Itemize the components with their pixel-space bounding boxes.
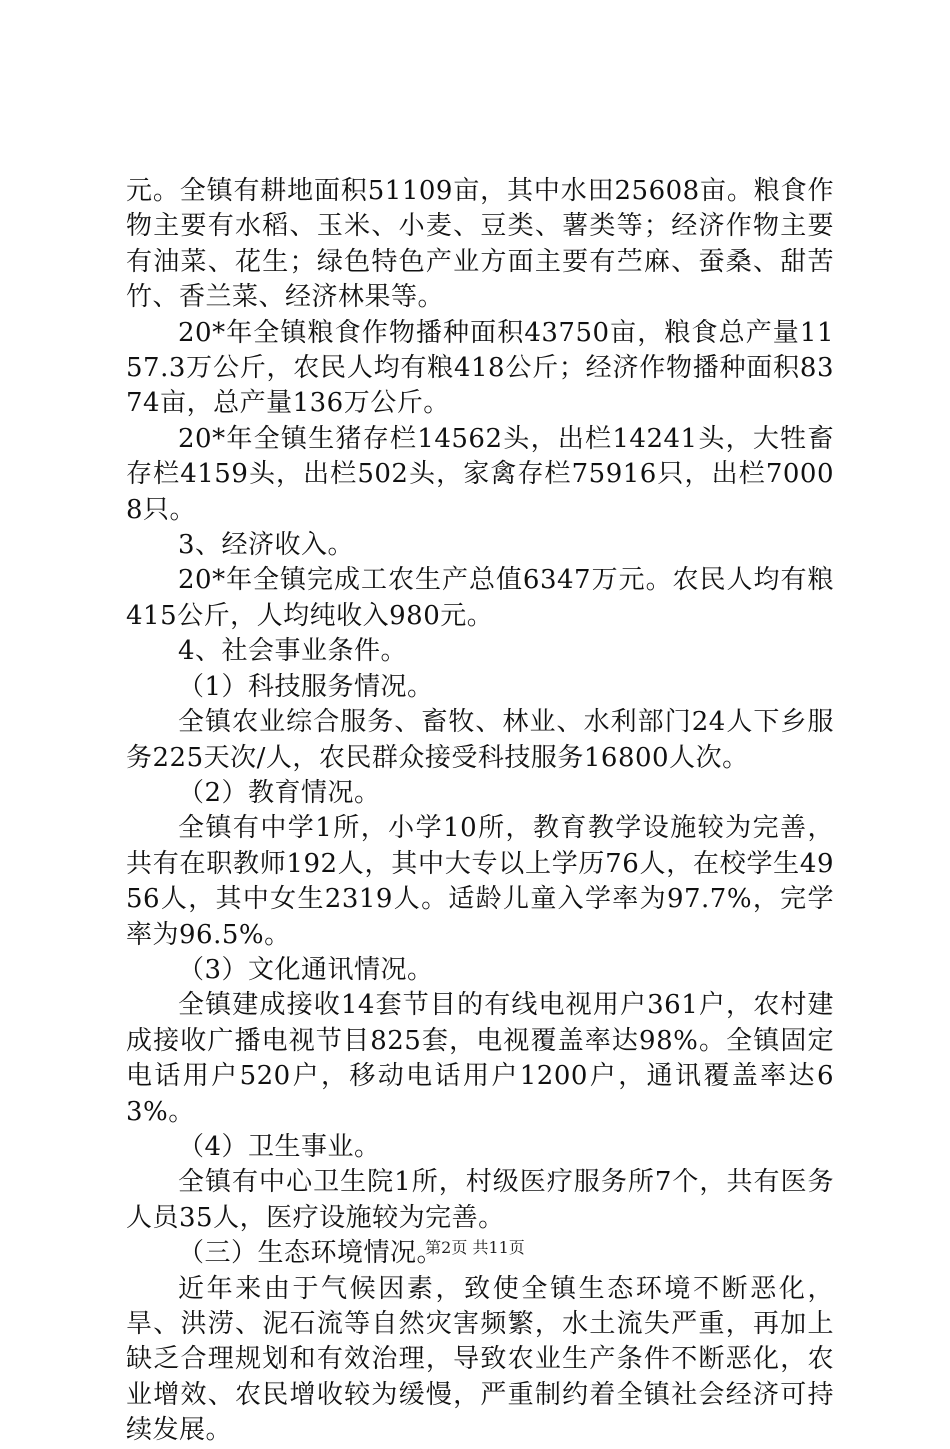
paragraph-education: 全镇有中学1所，小学10所，教育教学设施较为完善，共有在职教师192人，其中大专以上学历76人，在校学生4956人，其中女生2319人。适龄儿童入学率为97.7%，完学率为96.5%。 [126, 813, 834, 950]
paragraph-tech-services: 全镇农业综合服务、畜牧、林业、水利部门24人下乡服务225天次/人，农民群众接受科技服务16800人次。 [126, 707, 834, 773]
page-footer: 第2页 共11页 [425, 1238, 525, 1257]
paragraph-economic-income: 20*年全镇完成工农生产总值6347万元。农民人均有粮415公斤，人均纯收入980元。 [126, 565, 834, 631]
paragraph-grain-output: 20*年全镇粮食作物播种面积43750亩，粮食总产量1157.3万公斤，农民人均有粮418公斤；经济作物播种面积8374亩，总产量136万公斤。 [126, 317, 834, 419]
paragraph-health: 全镇有中心卫生院1所，村级医疗服务所7个，共有医务人员35人，医疗设施较为完善。 [126, 1167, 834, 1233]
heading-economic-income: 3、经济收入。 [178, 530, 355, 561]
paragraph-intro-continued: 元。全镇有耕地面积51109亩，其中水田25608亩。粮食作物主要有水稻、玉米、小麦、豆类、薯类等；经济作物主要有油菜、花生；绿色特色产业方面主要有苎麻、蚕桑、甜苦竹、香兰菜、经济林果等。 [126, 176, 834, 313]
heading-education: （2）教育情况。 [178, 777, 381, 808]
heading-culture-communication: （3）文化通讯情况。 [178, 954, 434, 985]
paragraph-ecology: 近年来由于气候因素，致使全镇生态环境不断恶化，旱、洪涝、泥石流等自然灾害频繁，水土流失严重，再加上缺乏合理规划和有效治理，导致农业生产条件不断恶化，农业增效、农民增收较为缓慢，严重制约着全镇社会经济可持续发展。 [126, 1273, 834, 1446]
heading-social-conditions: 4、社会事业条件。 [178, 636, 408, 667]
paragraph-culture-communication: 全镇建成接收14套节目的有线电视用户361户，农村建成接收广播电视节目825套，电视覆盖率达98%。全镇固定电话用户520户，移动电话用户1200户，通讯覆盖率达63%。 [126, 990, 834, 1127]
heading-health: （4）卫生事业。 [178, 1131, 381, 1162]
heading-tech-services: （1）科技服务情况。 [178, 671, 434, 702]
paragraph-livestock: 20*年全镇生猪存栏14562头，出栏14241头，大牲畜存栏4159头，出栏502头，家禽存栏75916只，出栏70008只。 [126, 423, 834, 525]
heading-ecology: （三）生态环境情况。 [178, 1238, 444, 1269]
